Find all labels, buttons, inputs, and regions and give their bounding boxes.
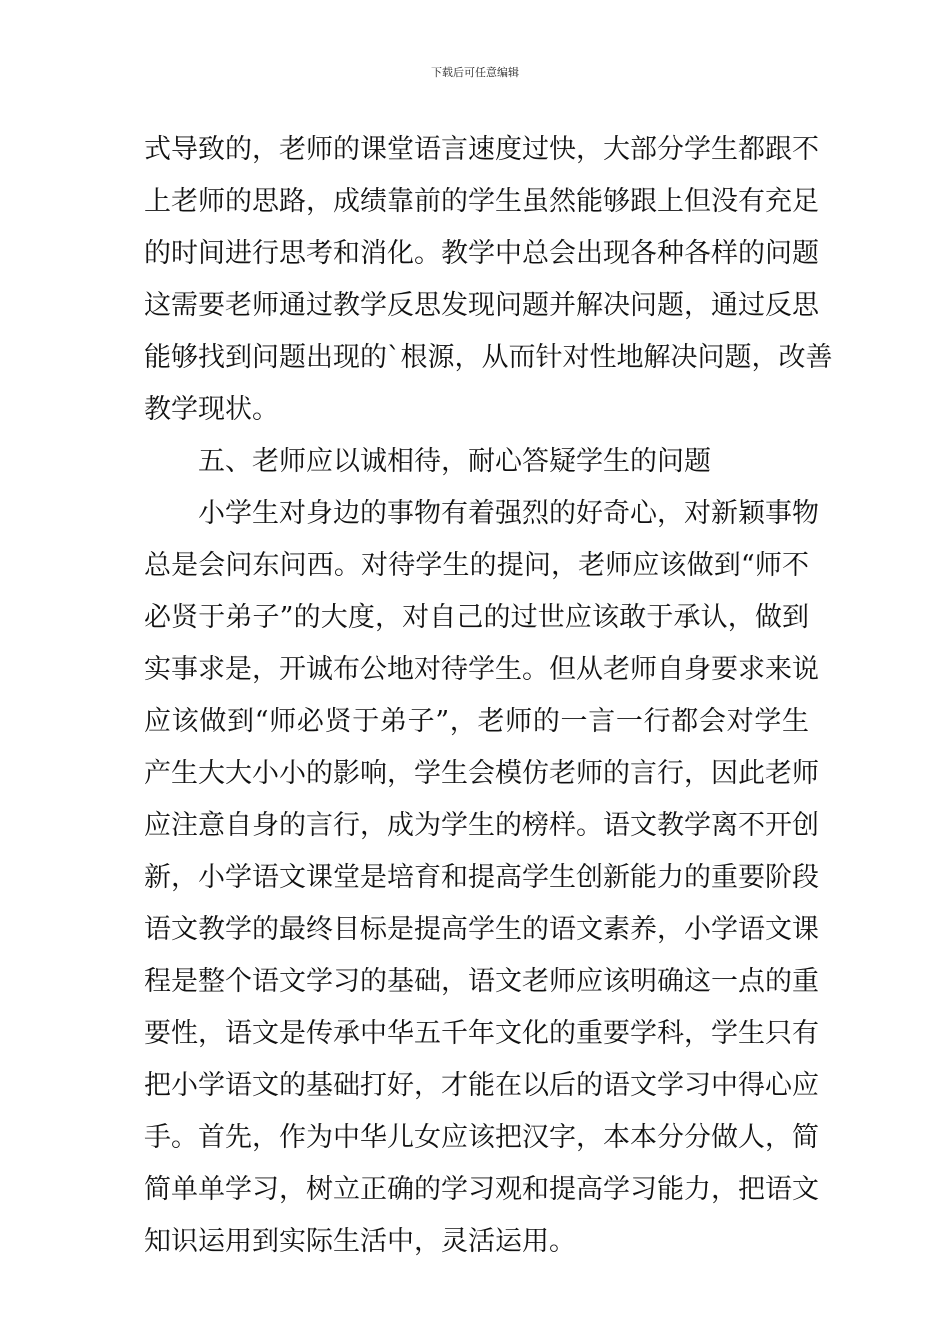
text-line: 实事求是，开诚布公地对待学生。但从老师自身要求来说 bbox=[144, 654, 819, 685]
text-line: 手。首先，作为中华儿女应该把汉字，本本分分做人，简 bbox=[144, 1122, 819, 1153]
text-line: 应该做到“师必贤于弟子”，老师的一言一行都会对学生 bbox=[144, 706, 809, 737]
text-line: 知识运用到实际生活中，灵活运用。 bbox=[144, 1226, 576, 1257]
text-line: 语文教学的最终目标是提高学生的语文素养，小学语文课 bbox=[144, 914, 819, 945]
text-line: 小学生对身边的事物有着强烈的好奇心，对新颖事物 bbox=[198, 498, 819, 529]
text-line: 总是会问东问西。对待学生的提问，老师应该做到“师不 bbox=[144, 550, 809, 581]
text-line: 产生大大小小的影响，学生会模仿老师的言行，因此老师 bbox=[144, 758, 819, 789]
text-line: 的时间进行思考和消化。教学中总会出现各种各样的问题 bbox=[144, 238, 819, 269]
page-header-note: 下载后可任意编辑 bbox=[431, 66, 519, 79]
text-line: 必贤于弟子”的大度，对自己的过世应该敢于承认，做到 bbox=[144, 602, 809, 633]
text-line: 把小学语文的基础打好，才能在以后的语文学习中得心应 bbox=[144, 1070, 819, 1101]
text-line: 简单单学习，树立正确的学习观和提高学习能力，把语文 bbox=[144, 1174, 819, 1205]
text-line: 能够找到问题出现的`根源，从而针对性地解决问题，改善 bbox=[144, 342, 833, 373]
text-line: 新，小学语文课堂是培育和提高学生创新能力的重要阶段 bbox=[144, 862, 819, 893]
text-line: 式导致的，老师的课堂语言速度过快，大部分学生都跟不 bbox=[144, 134, 819, 165]
document-body bbox=[144, 124, 833, 1268]
text-line: 应注意自身的言行，成为学生的榜样。语文教学离不开创 bbox=[144, 810, 819, 841]
text-line: 这需要老师通过教学反思发现问题并解决问题，通过反思 bbox=[144, 290, 819, 321]
text-line: 教学现状。 bbox=[144, 394, 279, 425]
section-heading: 五、老师应以诚相待，耐心答疑学生的问题 bbox=[198, 446, 711, 477]
text-line: 上老师的思路，成绩靠前的学生虽然能够跟上但没有充足 bbox=[144, 186, 819, 217]
text-line: 程是整个语文学习的基础，语文老师应该明确这一点的重 bbox=[144, 966, 819, 997]
text-line: 要性，语文是传承中华五千年文化的重要学科，学生只有 bbox=[144, 1018, 819, 1049]
